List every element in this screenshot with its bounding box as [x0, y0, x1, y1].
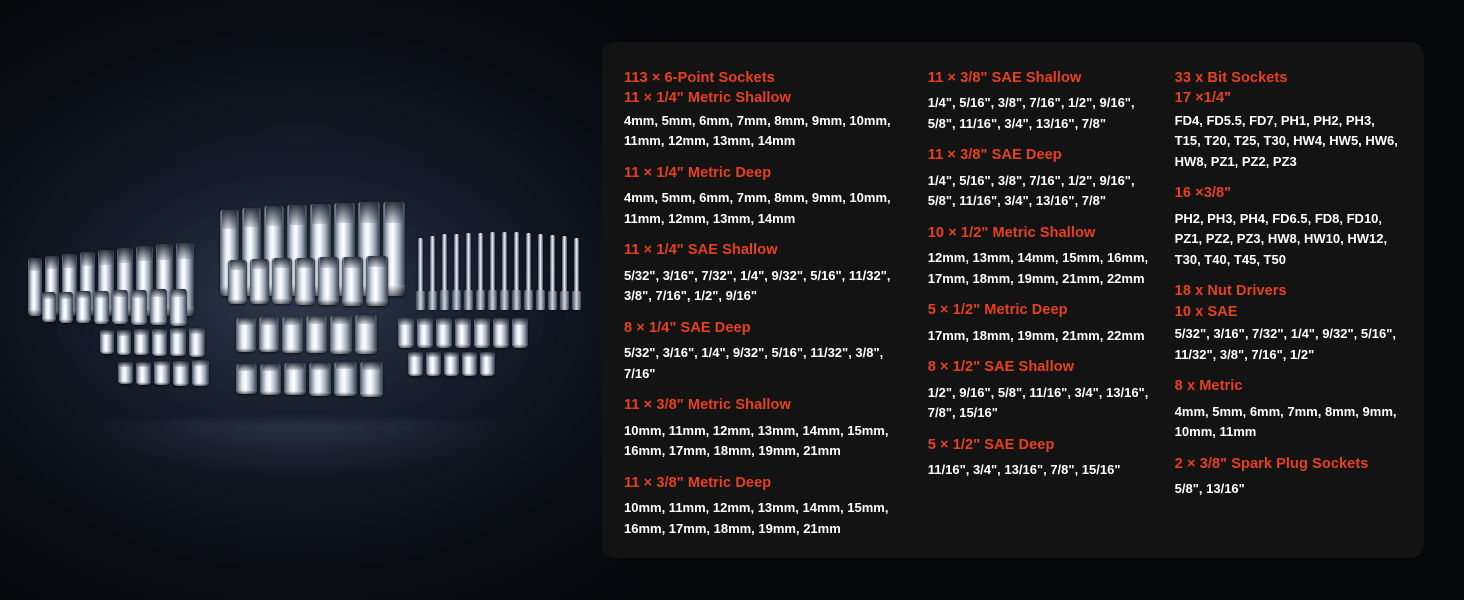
spec-values-three-eighths-sae-deep: 1/4", 5/16", 3/8", 7/16", 1/2", 9/16", 5/8", 11/16", 3/4", 13/16", 7/8": [927, 172, 1135, 209]
spec-heading-three-eighths-metric-shallow: 11 × 3/8" Metric Shallow: [624, 397, 791, 414]
spec-values-quarter-metric-shallow: 4mm, 5mm, 6mm, 7mm, 8mm, 9mm, 10mm, 11mm, 12mm, 13mm, 14mm: [624, 112, 891, 149]
spec-values-nut-drivers-metric: 4mm, 5mm, 6mm, 7mm, 8mm, 9mm, 10mm, 11mm: [1174, 403, 1397, 440]
spec-heading-half-metric-deep: 5 × 1/2" Metric Deep: [927, 302, 1068, 319]
product-photo: [0, 0, 600, 600]
spec-heading-spark-plug-sockets: 2 × 3/8" Spark Plug Sockets: [1174, 455, 1369, 472]
spec-heading-three-eighths-sae-shallow: 11 × 3/8" SAE Shallow: [927, 70, 1082, 86]
spec-heading-three-eighths-sae-deep: 11 × 3/8" SAE Deep: [927, 147, 1062, 164]
spec-heading-bit-three-eighths: 16 ×3/8": [1174, 185, 1232, 202]
spec-heading-nut-drivers-metric: 8 x Metric: [1174, 378, 1243, 395]
spec-heading-three-eighths-metric-deep: 11 × 3/8" Metric Deep: [624, 474, 772, 491]
spec-values-half-sae-shallow: 1/2", 9/16", 5/8", 11/16", 3/4", 13/16", 7/8", 15/16": [927, 384, 1149, 421]
spec-heading-half-sae-shallow: 8 × 1/2" SAE Shallow: [927, 359, 1075, 376]
spec-heading-nut-drivers-sae: 10 x SAE: [1174, 303, 1238, 320]
spec-heading-nut-drivers: 18 x Nut Drivers: [1174, 283, 1287, 300]
spec-values-quarter-sae-shallow: 5/32", 3/16", 7/32", 1/4", 9/32", 5/16", 11/32", 3/8", 7/16", 1/2", 9/16": [624, 267, 891, 304]
spec-values-half-metric-shallow: 12mm, 13mm, 14mm, 15mm, 16mm, 17mm, 18mm, 19mm, 21mm, 22mm: [927, 250, 1149, 286]
spec-heading-bit-quarter: 17 ×1/4": [1174, 90, 1232, 107]
specs-panel: [602, 42, 1424, 558]
spec-values-nut-drivers-sae: 5/32", 3/16", 7/32", 1/4", 9/32", 5/16", 11/32", 3/8", 7/16", 1/2": [1174, 326, 1396, 362]
spec-values-quarter-sae-deep: 5/32", 3/16", 1/4", 9/32", 5/16", 11/32", 3/8", 7/16": [624, 345, 884, 381]
photo-reflection: [60, 420, 540, 480]
specs-columns: [624, 70, 1402, 540]
spec-heading-half-metric-shallow: 10 × 1/2" Metric Shallow: [927, 224, 1096, 241]
specs-column-2: [928, 70, 1175, 540]
spec-values-half-sae-deep: 11/16", 3/4", 13/16", 7/8", 15/16": [927, 462, 1121, 478]
spec-values-half-metric-deep: 17mm, 18mm, 19mm, 21mm, 22mm: [927, 327, 1145, 343]
spec-heading-quarter-sae-shallow: 11 × 1/4" SAE Shallow: [624, 242, 778, 259]
specs-column-3: [1175, 70, 1402, 540]
specs-column-1: [624, 70, 928, 540]
spec-values-three-eighths-sae-shallow: 1/4", 5/16", 3/8", 7/16", 1/2", 9/16", 5/8", 11/16", 3/4", 13/16", 7/8": [927, 95, 1135, 131]
spec-heading-quarter-metric-shallow: 11 × 1/4" Metric Shallow: [624, 90, 791, 107]
spec-values-spark-plug-sockets: 5/8", 13/16": [1174, 481, 1245, 497]
spec-values-three-eighths-metric-deep: 10mm, 11mm, 12mm, 13mm, 14mm, 15mm, 16mm, 17mm, 18mm, 19mm, 21mm: [624, 500, 889, 536]
spec-heading-6-point-sockets: 113 × 6-Point Sockets: [624, 70, 775, 86]
spec-heading-half-sae-deep: 5 × 1/2" SAE Deep: [927, 436, 1055, 453]
spec-heading-quarter-metric-deep: 11 × 1/4" Metric Deep: [624, 164, 772, 181]
spec-values-quarter-metric-deep: 4mm, 5mm, 6mm, 7mm, 8mm, 9mm, 10mm, 11mm, 12mm, 13mm, 14mm: [624, 190, 891, 226]
spec-heading-quarter-sae-deep: 8 × 1/4" SAE Deep: [624, 319, 751, 336]
spec-values-bit-three-eighths: PH2, PH3, PH4, FD6.5, FD8, FD10, PZ1, PZ2, PZ3, HW8, HW10, HW12, T30, T40, T45, T50: [1174, 210, 1388, 267]
spec-values-three-eighths-metric-shallow: 10mm, 11mm, 12mm, 13mm, 14mm, 15mm, 16mm, 17mm, 18mm, 19mm, 21mm: [624, 422, 889, 459]
spec-values-bit-quarter: FD4, FD5.5, FD7, PH1, PH2, PH3, T15, T20, T25, T30, HW4, HW5, HW6, HW8, PZ1, PZ2, PZ3: [1174, 112, 1398, 169]
spec-heading-bit-sockets: 33 x Bit Sockets: [1174, 70, 1288, 86]
